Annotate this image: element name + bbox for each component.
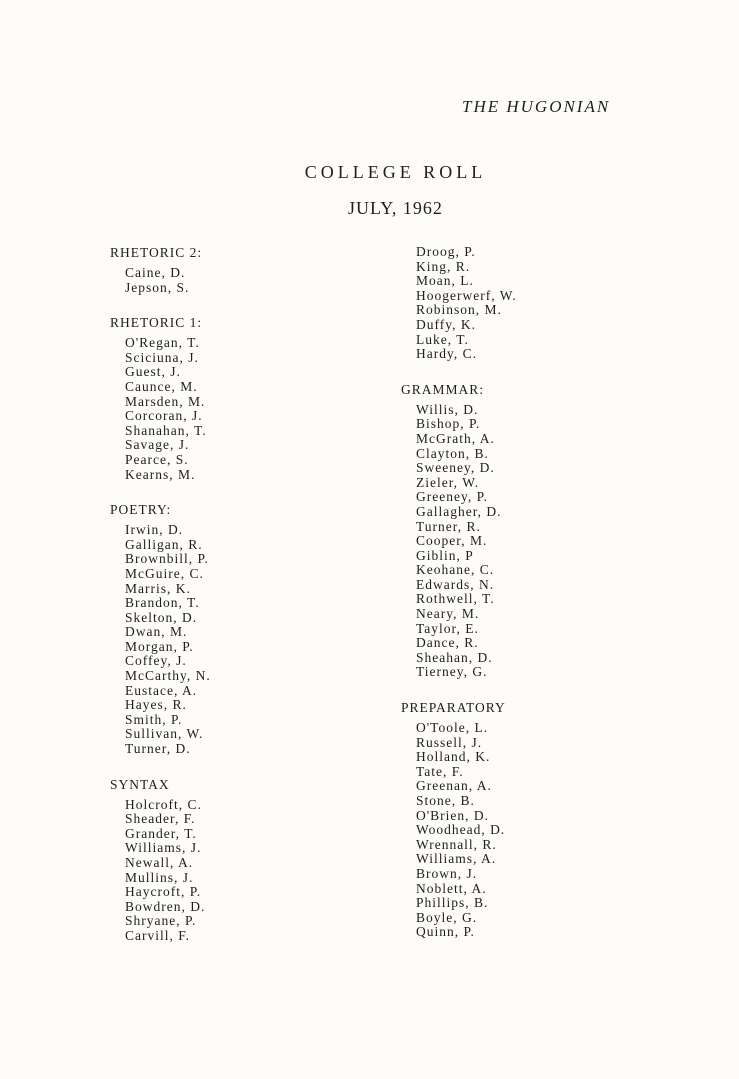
student-name: Keohane, C.: [416, 562, 495, 578]
student-name: Smith, P.: [125, 711, 183, 727]
student-name: Caunce, M.: [125, 378, 198, 394]
student-name: Hardy, C.: [416, 346, 477, 362]
student-name: McCarthy, N.: [125, 668, 211, 684]
student-name: Bowdren, D.: [125, 898, 206, 914]
roll-section: [401, 700, 681, 940]
student-name: Corcoran, J.: [125, 408, 203, 424]
student-name: Savage, J.: [125, 437, 190, 453]
student-name: Shanahan, T.: [125, 422, 207, 438]
student-name: Coffey, J.: [125, 653, 187, 669]
student-name: Hayes, R.: [125, 697, 187, 713]
name-list: [110, 336, 390, 482]
student-name: McGrath, A.: [416, 430, 495, 446]
student-name: Russell, J.: [416, 734, 483, 750]
section-heading: RHETORIC 1:: [110, 315, 203, 331]
roll-section: [401, 382, 681, 680]
roll-section: [110, 315, 390, 482]
student-name: Jepson, S.: [125, 279, 190, 295]
right-column: [401, 245, 681, 960]
student-name: Gallagher, D.: [416, 503, 502, 519]
student-name: Droog, P.: [416, 244, 476, 259]
running-head: THE HUGONIAN: [462, 97, 611, 116]
student-name: Newall, A.: [125, 855, 194, 870]
section-heading: RHETORIC 2:: [110, 245, 203, 260]
student-name: Greeney, P.: [416, 489, 488, 505]
student-name: Edwards, N.: [416, 576, 495, 592]
student-name: Moan, L.: [416, 273, 474, 289]
student-name: Marris, K.: [125, 580, 191, 596]
student-name: Caine, D.: [125, 265, 186, 280]
student-name: Brown, J.: [416, 865, 478, 881]
student-name: Taylor, E.: [416, 620, 479, 636]
student-name: Wrennall, R.: [416, 836, 497, 852]
name-list: [110, 798, 390, 944]
student-name: Luke, T.: [416, 331, 469, 347]
student-name: Holland, K.: [416, 749, 491, 765]
student-name: Turner, R.: [416, 518, 481, 534]
page-title: COLLEGE ROLL: [304, 162, 487, 182]
student-name: Marsden, M.: [125, 393, 206, 409]
roll-section: [110, 777, 390, 944]
student-name: Boyle, G.: [416, 909, 478, 925]
section-heading: PREPARATORY: [401, 700, 506, 716]
student-name: Dance, R.: [416, 635, 479, 651]
student-name: Willis, D.: [416, 401, 479, 417]
student-name: Williams, J.: [125, 840, 202, 856]
student-name: Shryane, P.: [125, 913, 197, 929]
student-name: Skelton, D.: [125, 609, 198, 625]
student-name: Neary, M.: [416, 606, 480, 622]
student-name: Quinn, P.: [416, 924, 475, 940]
student-name: Tate, F.: [416, 763, 464, 779]
student-name: Holcroft, C.: [125, 796, 202, 812]
student-name: Sullivan, W.: [125, 726, 204, 742]
student-name: Tierney, G.: [416, 664, 488, 680]
student-name: O'Brien, D.: [416, 807, 490, 823]
student-name: Sheahan, D.: [416, 649, 493, 665]
student-name: Turner, D.: [125, 741, 191, 757]
student-name: O'Toole, L.: [416, 720, 489, 736]
student-name: Galligan, R.: [125, 536, 203, 552]
student-name: Eustace, A.: [125, 682, 198, 698]
student-name: Haycroft, P.: [125, 884, 202, 900]
student-name: Mullins, J.: [125, 869, 194, 885]
student-name: Sciciuna, J.: [125, 349, 199, 365]
student-name: Duffy, K.: [416, 316, 476, 332]
name-list: [401, 721, 681, 940]
roll-section: [110, 502, 390, 757]
section-heading: GRAMMAR:: [401, 381, 485, 397]
roll-section: [401, 245, 681, 362]
student-name: Noblett, A.: [416, 880, 487, 896]
student-name: O'Regan, T.: [125, 335, 200, 351]
student-name: Irwin, D.: [125, 522, 184, 538]
student-name: Morgan, P.: [125, 638, 194, 654]
name-list: [401, 403, 681, 680]
section-heading: SYNTAX: [110, 776, 170, 792]
student-name: McGuire, C.: [125, 565, 204, 581]
left-column: [110, 245, 390, 964]
student-name: Phillips, B.: [416, 895, 489, 911]
page-date: JULY, 1962: [348, 198, 443, 218]
student-name: Guest, J.: [125, 364, 181, 380]
student-name: Brandon, T.: [125, 595, 200, 611]
student-name: Rothwell, T.: [416, 591, 495, 607]
student-name: Bishop, P.: [416, 416, 481, 432]
student-name: Cooper, M.: [416, 533, 488, 549]
name-list: [110, 266, 390, 295]
student-name: Clayton, B.: [416, 445, 489, 461]
student-name: Sweeney, D.: [416, 460, 495, 476]
student-name: King, R.: [416, 258, 471, 274]
student-name: Pearce, S.: [125, 451, 189, 467]
student-name: Giblin, P: [416, 547, 474, 563]
student-name: Stone, B.: [416, 793, 475, 808]
student-name: Brownbill, P.: [125, 551, 209, 567]
student-name: Robinson, M.: [416, 302, 502, 318]
student-name: Carvill, F.: [125, 927, 191, 943]
name-list: [401, 245, 681, 362]
student-name: Kearns, M.: [125, 466, 196, 482]
student-name: Woodhead, D.: [416, 822, 506, 838]
student-name: Zieler, W.: [416, 474, 480, 490]
student-name: Grander, T.: [125, 825, 197, 841]
student-name: Williams, A.: [416, 851, 497, 867]
roll-section: [110, 245, 390, 295]
name-list: [110, 523, 390, 757]
student-name: Greenan, A.: [416, 778, 492, 794]
student-name: Dwan, M.: [125, 624, 188, 640]
student-name: Sheader, F.: [125, 811, 196, 827]
section-heading: POETRY:: [110, 502, 172, 518]
student-name: Hoogerwerf, W.: [416, 287, 517, 303]
